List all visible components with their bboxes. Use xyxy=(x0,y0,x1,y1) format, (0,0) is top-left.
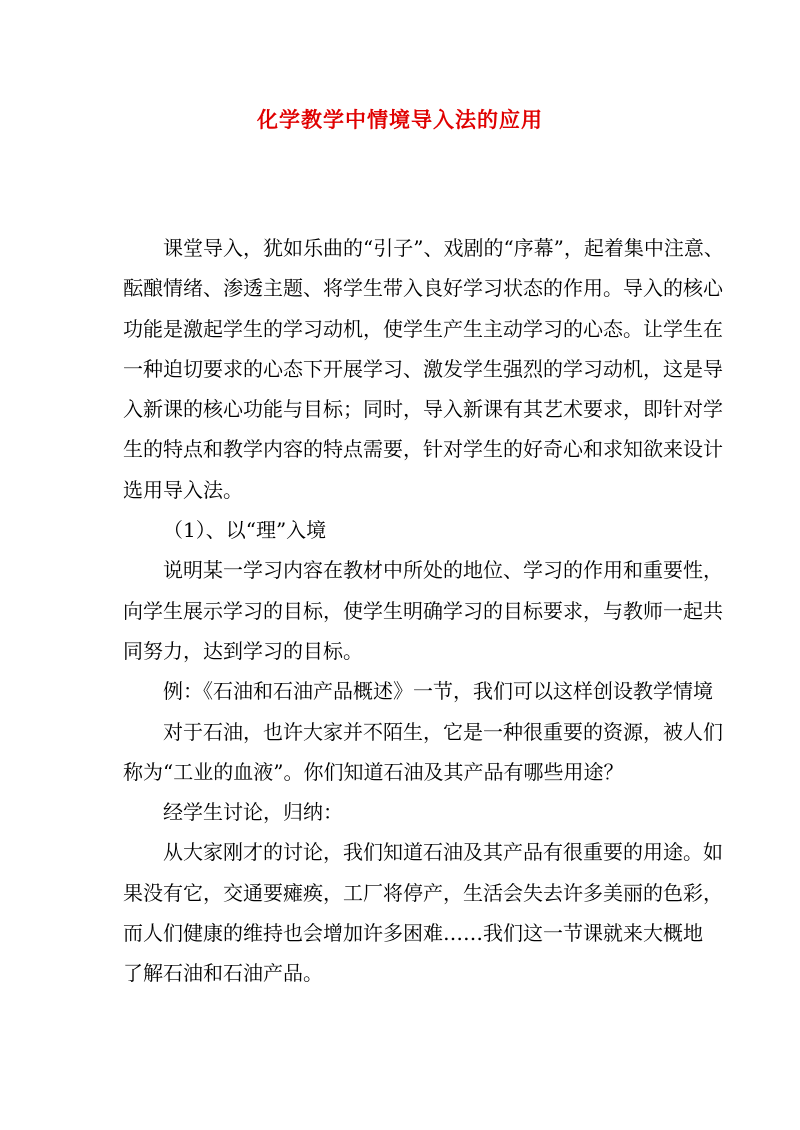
document-title: 化学教学中情境导入法的应用 xyxy=(257,107,543,132)
paragraph-line: 入新课的核心功能与目标；同时，导入新课有其艺术要求，即针对学 xyxy=(123,397,723,422)
paragraph-line: 向学生展示学习的目标，使学生明确学习的目标要求，与教师一起共 xyxy=(123,598,723,623)
paragraph-line: 选用导入法。 xyxy=(123,477,243,502)
paragraph-line: 称为“工业的血液”。你们知道石油及其产品有哪些用途？ xyxy=(123,759,624,784)
section-heading xyxy=(123,510,693,550)
paragraph-line: 酝酿情绪、渗透主题、将学生带入良好学习状态的作用。导入的核心 xyxy=(123,276,723,301)
paragraph-line: 经学生讨论，归纳： xyxy=(163,800,343,825)
intro-paragraph xyxy=(123,228,724,510)
paragraph-line: 课堂导入，犹如乐曲的“引子”、戏剧的“序幕”，起着集中注意、 xyxy=(163,236,724,260)
example-paragraph xyxy=(123,671,713,711)
paragraph-line: 说明某一学习内容在教材中所处的地位、学习的作用和重要性， xyxy=(163,558,723,583)
paragraph-line: 同努力，达到学习的目标。 xyxy=(123,638,363,663)
document-body xyxy=(123,228,724,994)
explanation-paragraph xyxy=(123,550,723,671)
discussion-paragraph xyxy=(123,792,693,832)
paragraph-line: 从大家刚才的讨论，我们知道石油及其产品有很重要的用途。如 xyxy=(163,840,723,865)
paragraph-line: 例：《石油和石油产品概述》一节，我们可以这样创设教学情境 xyxy=(163,679,713,704)
paragraph-line: 对于石油，也许大家并不陌生，它是一种很重要的资源，被人们 xyxy=(163,719,723,744)
conclusion-paragraph xyxy=(123,832,723,993)
paragraph-line: 功能是激起学生的学习动机，使学生产生主动学习的心态。让学生在 xyxy=(123,316,723,341)
question-paragraph xyxy=(123,712,723,793)
paragraph-line: 而人们健康的维持也会增加许多困难……我们这一节课就来大概地 xyxy=(123,921,703,946)
section-heading-text: （1）、以“理”入境 xyxy=(163,518,327,543)
paragraph-line: 一种迫切要求的心态下开展学习、激发学生强烈的学习动机，这是导 xyxy=(123,356,723,381)
paragraph-line: 了解石油和石油产品。 xyxy=(123,961,323,986)
paragraph-line: 果没有它，交通要瘫痪，工厂将停产，生活会失去许多美丽的色彩， xyxy=(123,880,723,905)
paragraph-line: 生的特点和教学内容的特点需要，针对学生的好奇心和求知欲来设计 xyxy=(123,437,723,462)
